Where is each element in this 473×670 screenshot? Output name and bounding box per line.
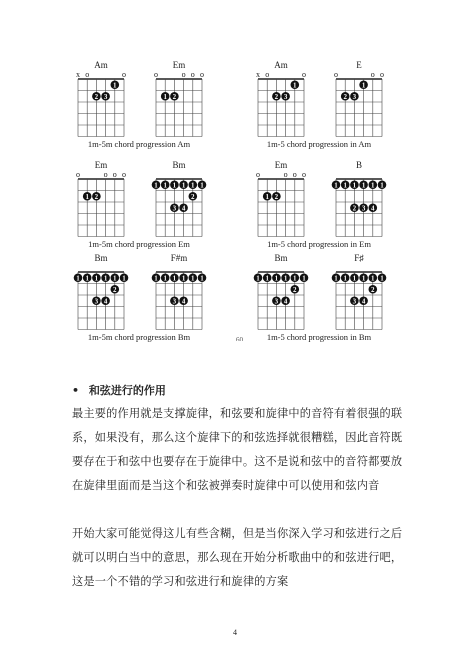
finger-number: 1 — [113, 81, 117, 90]
finger-number: 1 — [103, 274, 108, 283]
open-mute-marker: o — [292, 170, 297, 179]
open-mute-marker: o — [380, 70, 384, 79]
finger-number: 4 — [361, 297, 366, 306]
bullet-marker: • — [72, 384, 80, 397]
finger-number: 2 — [94, 192, 99, 201]
finger-number: 4 — [283, 297, 288, 306]
finger-number: 1 — [265, 274, 269, 283]
progression-caption: 1m-5m chord progression Em — [88, 239, 190, 249]
chord-name: B — [355, 160, 362, 170]
open-mute-marker: o — [334, 70, 338, 79]
open-mute-marker: o — [200, 70, 204, 79]
open-mute-marker: o — [265, 70, 270, 79]
page-number: 4 — [233, 628, 237, 637]
finger-number: 1 — [122, 274, 126, 283]
progression-caption: 1m-5 chord progression in Bm — [266, 332, 372, 342]
finger-number: 1 — [283, 274, 288, 283]
finger-number: 3 — [352, 92, 357, 101]
finger-number: 1 — [163, 181, 167, 190]
finger-number: 1 — [85, 274, 89, 283]
finger-number: 1 — [172, 274, 177, 283]
open-mute-marker: o — [85, 70, 90, 79]
finger-number: 2 — [274, 92, 279, 101]
finger-number: 1 — [113, 274, 117, 283]
finger-number: 3 — [94, 297, 99, 306]
chord-name: E — [356, 60, 362, 70]
finger-number: 1 — [154, 181, 158, 190]
finger-number: 1 — [163, 92, 167, 101]
finger-number: 2 — [293, 285, 297, 294]
finger-number: 2 — [172, 92, 177, 101]
finger-number: 1 — [334, 181, 338, 190]
chord-diagram — [329, 70, 389, 146]
finger-number: 4 — [371, 204, 375, 213]
finger-number: 1 — [163, 274, 167, 283]
finger-number: 4 — [181, 204, 186, 213]
finger-number: 1 — [361, 181, 366, 190]
open-mute-marker: o — [103, 170, 108, 179]
chord-diagram — [149, 170, 209, 246]
finger-number: 1 — [343, 181, 347, 190]
finger-number: 1 — [371, 181, 375, 190]
finger-number: 1 — [181, 181, 186, 190]
finger-number: 2 — [191, 192, 195, 201]
finger-number: 3 — [172, 204, 177, 213]
open-mute-marker: o — [370, 70, 375, 79]
open-mute-marker: o — [76, 170, 80, 179]
finger-number: 1 — [293, 81, 297, 90]
finger-number: 3 — [274, 297, 279, 306]
section-title: 和弦进行的作用 — [88, 384, 166, 397]
chord-name: F#m — [170, 253, 188, 263]
open-mute-marker: o — [112, 170, 117, 179]
chord-name: Am — [94, 60, 108, 70]
section-heading — [72, 382, 166, 398]
finger-number: 2 — [352, 204, 357, 213]
finger-number: 4 — [181, 297, 186, 306]
finger-number: 1 — [293, 274, 297, 283]
chord-diagram — [71, 70, 131, 146]
finger-number: 1 — [154, 274, 158, 283]
chord-diagram — [251, 70, 311, 146]
open-mute-marker: o — [154, 70, 158, 79]
finger-number: 3 — [103, 92, 108, 101]
finger-number: 1 — [200, 181, 204, 190]
open-mute-marker: o — [122, 170, 126, 179]
open-mute-marker: o — [302, 70, 306, 79]
chord-diagram — [149, 263, 209, 339]
chord-diagram — [149, 70, 209, 146]
chord-name: Bm — [172, 160, 186, 170]
chord-name: F♯ — [354, 253, 364, 263]
figure-page-fragment: 60 — [236, 336, 243, 341]
finger-number: 1 — [361, 274, 366, 283]
progression-caption: 1m-5 chord progression in Em — [267, 239, 371, 249]
open-mute-marker: x — [76, 70, 80, 79]
chord-diagram — [71, 263, 131, 339]
open-mute-marker: o — [302, 170, 306, 179]
finger-number: 1 — [181, 274, 186, 283]
finger-number: 2 — [343, 92, 347, 101]
finger-number: 1 — [380, 181, 384, 190]
chord-name: Em — [274, 160, 288, 170]
finger-number: 1 — [343, 274, 347, 283]
chord-name: Bm — [94, 253, 108, 263]
finger-number: 1 — [371, 274, 375, 283]
finger-number: 1 — [172, 181, 177, 190]
finger-number: 1 — [380, 274, 384, 283]
finger-number: 2 — [274, 192, 279, 201]
finger-number: 1 — [361, 81, 366, 90]
finger-number: 1 — [85, 192, 89, 201]
finger-number: 3 — [172, 297, 177, 306]
finger-number: 1 — [76, 274, 80, 283]
finger-number: 1 — [191, 181, 195, 190]
finger-number: 3 — [352, 297, 357, 306]
chord-name: Bm — [274, 253, 288, 263]
finger-number: 1 — [274, 274, 279, 283]
open-mute-marker: x — [256, 70, 260, 79]
paragraph-1: 最主要的作用就是支撑旋律，和弦要和旋律中的音符有着很强的联系，如果没有，那么这个旋律下的和弦选择就很糟糕，因此音符既要存在于和弦中也要存在于旋律中。这不是说和弦中的音符都要放在旋律里面而是当这个和弦被弹奏时旋律中可以使用和弦内音 — [72, 407, 403, 492]
finger-number: 1 — [352, 274, 357, 283]
finger-number: 3 — [361, 204, 366, 213]
chord-name: Em — [94, 160, 108, 170]
finger-number: 2 — [371, 285, 375, 294]
finger-number: 1 — [265, 192, 269, 201]
open-mute-marker: o — [283, 170, 288, 179]
chord-name: Em — [172, 60, 186, 70]
open-mute-marker: o — [122, 70, 126, 79]
chord-diagram — [251, 170, 311, 246]
progression-caption: 1m-5m chord progression Bm — [87, 332, 191, 342]
finger-number: 1 — [256, 274, 260, 283]
progression-caption: 1m-5m chord progression Am — [87, 139, 191, 149]
progression-caption: 1m-5 chord progression in Am — [266, 139, 372, 149]
chord-diagram — [329, 263, 389, 339]
finger-number: 1 — [352, 181, 357, 190]
finger-number: 2 — [113, 285, 117, 294]
paragraph-2: 开始大家可能觉得这儿有些含糊，但是当你深入学习和弦进行之后就可以明白当中的意思，那么现在开始分析歌曲中的和弦进行吧，这是一个不错的学习和弦进行和旋律的方案 — [72, 527, 403, 588]
open-mute-marker: o — [256, 170, 260, 179]
chord-diagram — [329, 170, 389, 246]
open-mute-marker: o — [181, 70, 186, 79]
finger-number: 4 — [103, 297, 108, 306]
chord-diagram — [71, 170, 131, 246]
finger-number: 1 — [334, 274, 338, 283]
finger-number: 1 — [94, 274, 99, 283]
chord-name: Am — [274, 60, 288, 70]
open-mute-marker: o — [190, 70, 195, 79]
finger-number: 3 — [283, 92, 288, 101]
finger-number: 1 — [191, 274, 195, 283]
finger-number: 2 — [94, 92, 99, 101]
finger-number: 1 — [302, 274, 306, 283]
chord-diagram — [251, 263, 311, 339]
finger-number: 1 — [200, 274, 204, 283]
